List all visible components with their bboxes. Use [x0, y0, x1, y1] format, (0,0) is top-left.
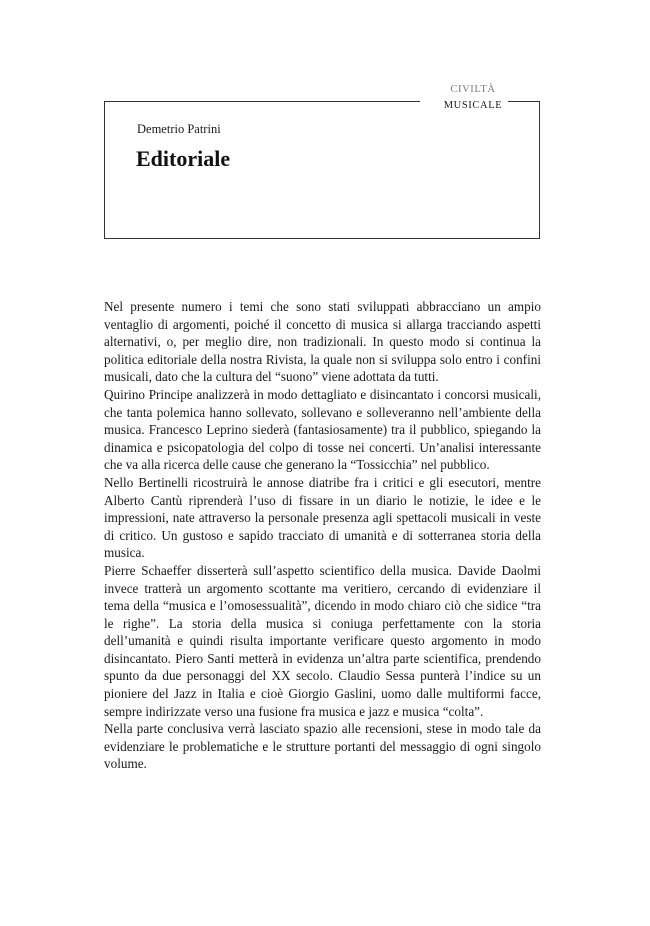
journal-name-line2: MUSICALE	[443, 100, 503, 111]
box-bottom-rule	[104, 238, 540, 239]
article-title: Editoriale	[136, 146, 231, 171]
body-paragraph: Nella parte conclusiva verrà lasciato spazio alle recensioni, stese in modo tale da evidenziare le problematiche e le strutture portanti del messaggio di ogni singolo volume.	[104, 721, 541, 772]
box-top-rule-left	[104, 101, 420, 102]
body-paragraph: Quirino Principe analizzerà in modo dettagliato e disincantato i concorsi musicali, che tanta polemica hanno sollevato, sollevano e solleveranno nell’ambiente della musica. Francesco Leprino siederà (fantasiosamente) tra il pubblico, spiegando la dinamica e psicopatologia del colpo di tosse nei concerti. Un’analisi interessante che va alla ricerca delle cause che generano la “Tossicchia” nel pubblico.	[104, 386, 541, 473]
body-paragraph: Nel presente numero i temi che sono stati sviluppati abbracciano un ampio ventaglio di argomenti, poiché il concetto di musica si allarga tracciando aspetti alternativi, o, per meglio dire, non tradizionali. In questo modo si continua la politica editoriale della nostra Rivista, la quale non si sviluppa solo entro i confini musicali, dato che la cultura del “suono” viene adottata da tutti.	[104, 299, 541, 385]
journal-name-line1: CIVILTÀ	[450, 84, 496, 95]
box-right-rule	[539, 101, 540, 239]
box-top-rule-right	[508, 101, 540, 102]
body-paragraph: Nello Bertinelli ricostruirà le annose diatribe fra i critici e gli esecutori, mentre Alberto Cantù riprenderà l’uso di fissare in un diario le notizie, le idee e le impressioni, nate attraverso la personale presenza agli spettacoli musicali in veste di critico. Un gustoso e sapido tracciato di umanità e di sotterranea storia della musica.	[104, 474, 541, 561]
box-left-rule	[104, 101, 105, 239]
article-author: Demetrio Patrini	[137, 122, 221, 136]
body-paragraph: Pierre Schaeffer disserterà sull’aspetto scientifico della musica. Davide Daolmi invece tratterà un argomento scottante ma veritiero, cercando di evidenziare il tema della “musica e l’omosessualità”, dicendo in modo chiaro ciò che sidice “tra le righe”. La storia della musica si coniuga perfettamente con la storia dell’umanità e quindi risulta importante verificare questo argomento in modo disincantato. Piero Santi metterà in evidenza un’altra parte scientifica, prendendo spunto da due personaggi del XX secolo. Claudio Sessa punterà l’indice su un pioniere del Jazz in Italia e cioè Giorgio Gaslini, uomo dalle multiformi facce, sempre indirizzate verso una fusione fra musica e jazz e musica “colta”.	[104, 562, 541, 719]
article-body	[104, 298, 541, 773]
